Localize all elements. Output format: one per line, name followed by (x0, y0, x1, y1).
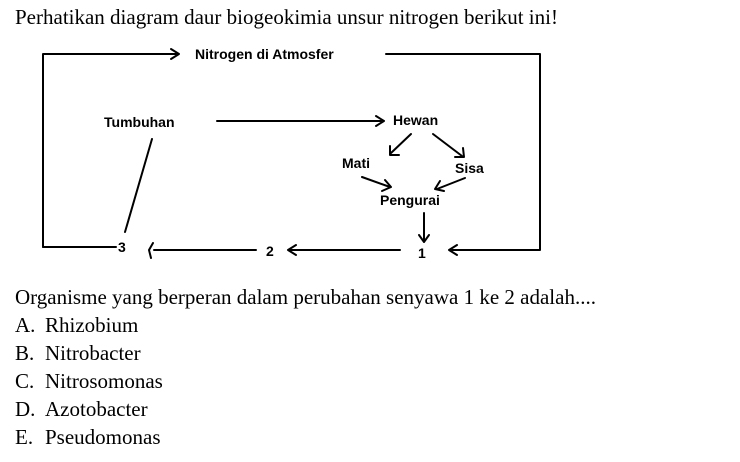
answer-options (15, 311, 163, 451)
label-step-3: 3 (118, 239, 126, 255)
label-animals: Hewan (393, 112, 439, 128)
option-letter: C. (15, 369, 35, 393)
line-left-to-atmosphere (43, 54, 176, 247)
option-letter: D. (15, 397, 36, 421)
arrow-to-3 (149, 243, 153, 258)
option-text: Rhizobium (45, 313, 139, 337)
label-waste: Sisa (455, 160, 484, 176)
label-dead: Mati (342, 155, 370, 171)
option-b[interactable] (15, 339, 163, 367)
label-step-2: 2 (266, 243, 274, 259)
label-decomposer: Pengurai (380, 192, 440, 208)
option-letter: B. (15, 341, 35, 365)
label-step-1: 1 (418, 245, 426, 261)
question-text: Organisme yang berperan dalam perubahan senyawa 1 ke 2 adalah.... (15, 285, 596, 309)
cycle-lines (43, 49, 540, 258)
question-intro: Perhatikan diagram daur biogeokimia unsur nitrogen berikut ini! (15, 5, 558, 29)
line-animals-to-dead (391, 134, 411, 153)
option-text: Pseudomonas (45, 425, 161, 449)
label-plants: Tumbuhan (104, 114, 175, 130)
line-3-to-plants (125, 139, 152, 232)
option-text: Azotobacter (45, 397, 148, 421)
option-text: Nitrosomonas (45, 369, 163, 393)
option-letter: A. (15, 313, 36, 337)
option-e[interactable] (15, 423, 163, 451)
line-animals-to-waste (433, 134, 462, 156)
option-letter: E. (15, 425, 34, 449)
option-a[interactable] (15, 311, 163, 339)
option-text: Nitrobacter (45, 341, 141, 365)
line-waste-to-decomposer (437, 178, 465, 189)
option-c[interactable] (15, 367, 163, 395)
option-d[interactable] (15, 395, 163, 423)
label-atmosphere: Nitrogen di Atmosfer (195, 46, 334, 62)
